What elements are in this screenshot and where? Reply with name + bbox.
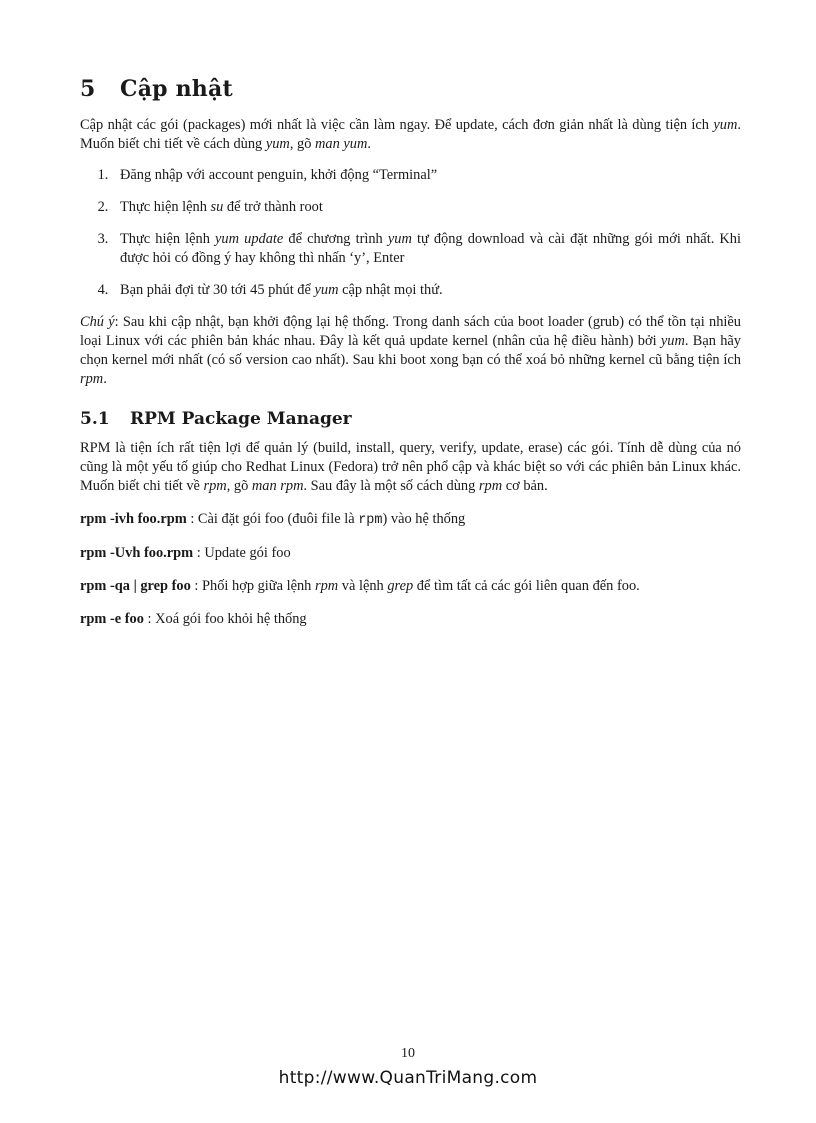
page-number: 10	[401, 1046, 415, 1061]
command-item: rpm -e foo : Xoá gói foo khỏi hệ thống	[80, 611, 307, 627]
command-name: rpm -Uvh foo.rpm	[80, 545, 194, 561]
command-item: rpm -qa | grep foo : Phối hợp giữa lệnh rpm và lệnh grep để tìm tất cả các gói liên quan đến foo.	[80, 578, 640, 594]
section-title: Cập nhật	[120, 76, 233, 102]
subsection-number: 5.1	[80, 409, 110, 429]
command-item: rpm -ivh foo.rpm : Cài đặt gói foo (đuôi file là rpm) vào hệ thống	[80, 511, 466, 528]
subsection-intro: RPM là tiện ích rất tiện lợi để quản lý (build, install, query, verify, update, erase) các gói. Tính dễ dùng của nó cũng là một yếu tố giúp cho Redhat Linux (Fedora) trở nên phổ cập và khác biệt so với các phiên bản Linux khác. Muốn biết chi tiết về rpm, gõ man rpm. Sau đây là một số cách dùng rpm cơ bản.	[80, 440, 741, 494]
section-heading	[80, 74, 741, 104]
list-item: 2. Thực hiện lệnh su để trở thành root	[112, 198, 741, 217]
note-paragraph: Chú ý: Sau khi cập nhật, bạn khởi động lại hệ thống. Trong danh sách của boot loader (grub) có thể tồn tại nhiều loại Linux với các phiên bản khác nhau. Đây là kết quả update kernel (nhân của hệ điều hành) bởi yum. Bạn hãy chọn kernel mới nhất (có số version cao nhất). Sau khi boot xong bạn có thể xoá bỏ những kernel cũ bằng tiện ích rpm.	[80, 314, 741, 387]
document-page	[80, 60, 741, 643]
footer-url: http://www.QuanTriMang.com	[278, 1068, 538, 1088]
command-name: rpm -ivh foo.rpm	[80, 511, 187, 527]
command-name: rpm -e foo	[80, 611, 144, 627]
subsection-heading	[80, 407, 741, 431]
subsection-title: RPM Package Manager	[130, 409, 352, 429]
list-item: 1. Đăng nhập với account penguin, khởi động “Terminal”	[112, 166, 741, 185]
command-item: rpm -Uvh foo.rpm : Update gói foo	[80, 545, 291, 561]
section-number: 5	[80, 76, 96, 102]
list-item: 3. Thực hiện lệnh yum update để chương trình yum tự động download và cài đặt những gói mới nhất. Khi được hỏi có đồng ý hay không thì nhấn ‘y’, Enter	[112, 230, 741, 268]
section-intro: Cập nhật các gói (packages) mới nhất là việc cần làm ngay. Để update, cách đơn giản nhất là dùng tiện ích yum. Muốn biết chi tiết về cách dùng yum, gõ man yum.	[80, 117, 741, 152]
list-item: 4. Bạn phải đợi từ 30 tới 45 phút để yum cập nhật mọi thứ.	[112, 281, 741, 300]
command-name: rpm -qa | grep foo	[80, 578, 191, 594]
steps-list	[80, 166, 741, 300]
